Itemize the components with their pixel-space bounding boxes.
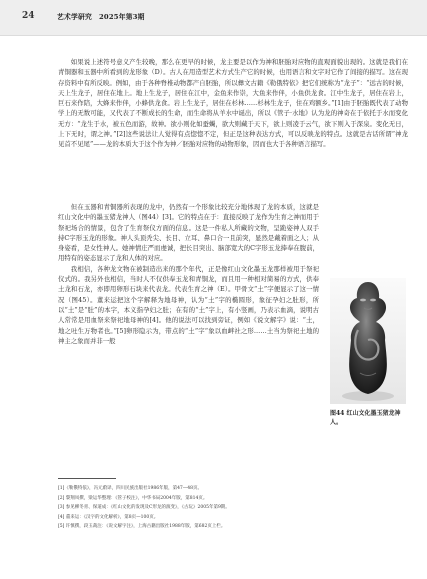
figure-caption: 图44 红山文化墨玉猪龙神人。 bbox=[330, 410, 401, 426]
figure-photo-jade-figure bbox=[330, 278, 406, 404]
jade-figure-illustration bbox=[330, 278, 406, 404]
page-number: 24 bbox=[22, 11, 35, 21]
paragraph: 但在玉器和青铜器所表现的龙中，仍然有一个形象比较充分地体现了龙的本质，这就是红山文化中的墨玉猪龙神人（图44）[3]。它的特点在于：直接反映了龙作为生育之神而用于祭祀场合的情景，包含了生育祭仪方面的信息。这是一件私人所藏的文物，呈跪姿神人双手持C字形玉龙的形象。神人头顶秃尖、长目、立耳、鼻口合一且前突，显然是戴着面之人；从身姿看，是女性神人。她神情庄严而虔诚，把长目突出、脑部宽大的C字形玉龙捧奉在腹前，用特有的姿态显示了龙和人体的对应。 bbox=[58, 203, 319, 263]
footnote-item: [5] 许慎撰，段玉裁注：《说文解字注》，上海古籍出版社1988年版，第682页上栏。 bbox=[58, 524, 226, 530]
running-header bbox=[0, 0, 427, 36]
footnote-divider bbox=[58, 478, 116, 479]
paragraph: 我相信，各种龙文物在被制造出来的那个年代，正是像红山文化墨玉龙那样被用于祭祀仪式的。我另外也相信，当时人不仅供奉玉龙和青铜龙，而且用一种相对简易的方式，供奉土龙和石龙，亦即用卵形石块来代表龙。代表生育之神（E）。甲骨文“土”字便显示了这一情况（图45）。董来运把这个字解释为地母神，认为“土”字的椭圆形，象征孕妇之肚形，所以“土”是“肚”的本字，本义指孕妇之肚；在有的“土”字上，有小竖画，乃表示血滴，说明古人常常是用血祭来祭祀地母神的[4]。他的说法可以找到旁证，例如《说文解字》说：“土，地之吐生万物者也。”[5]卵形隐示为，带点的“土”字“象以血衅社之形……土当为祭祀土地的神主之象而并非一般 bbox=[58, 264, 319, 345]
footnote-item: [2] 黎翔凤撰，梁运华整理：《管子校注》，中华书局2004年版，第814页。 bbox=[58, 495, 208, 501]
body-text-full-width bbox=[58, 57, 408, 150]
body-text-narrow-column bbox=[58, 202, 319, 346]
journal-title: 艺术学研究 2025年第3期 bbox=[57, 13, 145, 21]
footnote-item: [4] 董来运：《汉字的文化解析》，第8页—100页。 bbox=[58, 514, 159, 520]
footnote-item: [3] 参见柳冬青、保道成：《红山文化的发现及C形龙的演变》，《古玩》2005年第9期。 bbox=[58, 505, 230, 511]
paragraph: 如果说上述符号意义产生较晚，那么在更早的时候，龙主要是以作为神和胚胎对应物的直观面貌出现的。这就是我们在青铜器和玉器中所看到的龙形象（D）。古人在用造型艺术方式生产它的时候，也用语言和文字对它作了间接的描写。这在现存资料中有所反映。例如，由于各种脊椎动物都产自胚胎，所以彝文古籍《勒俄特依》把它们统称为“龙子”：“远古的时候，天上生龙子，居住在地上。地上生龙子，居住在江中，金鱼来作崇，大鱼来作伴，小鱼供龙食。江中生龙子，居住在岩上，巨石来作陪，大蜂来作伴，小蜂供龙食。岩上生龙子，居住在杉林……杉林生龙子，住在鸡额乡。”[1]由于胚胎既代表了动物学上的无数可能，又代表了不断成长的生命，而生命将从羊水中诞出，所以《管子·水地》认为龙的神奇在于依托于水而变化无方：“龙生于水，被五色而游，故神。欲小则化如蚕蠋，欲大则藏于天下，欲上则凌于云气，欲下则入于深泉。变化无日，上下无时，谓之神。”[2]这些说法让人觉得有点惚惚不定，但正是这种表达方式，可以反映龙的特点。这就是古话所谓“神龙见首不见尾”——龙的本质大于这个作为神／胚胎对应物的动物形象，因而也大于各种语言描写。 bbox=[58, 58, 408, 149]
footnote-item: [1]《勒俄特依》，冯元蔚译，四川民族出版社1986年版，第47—48页。 bbox=[58, 486, 203, 491]
footnotes bbox=[58, 484, 410, 532]
